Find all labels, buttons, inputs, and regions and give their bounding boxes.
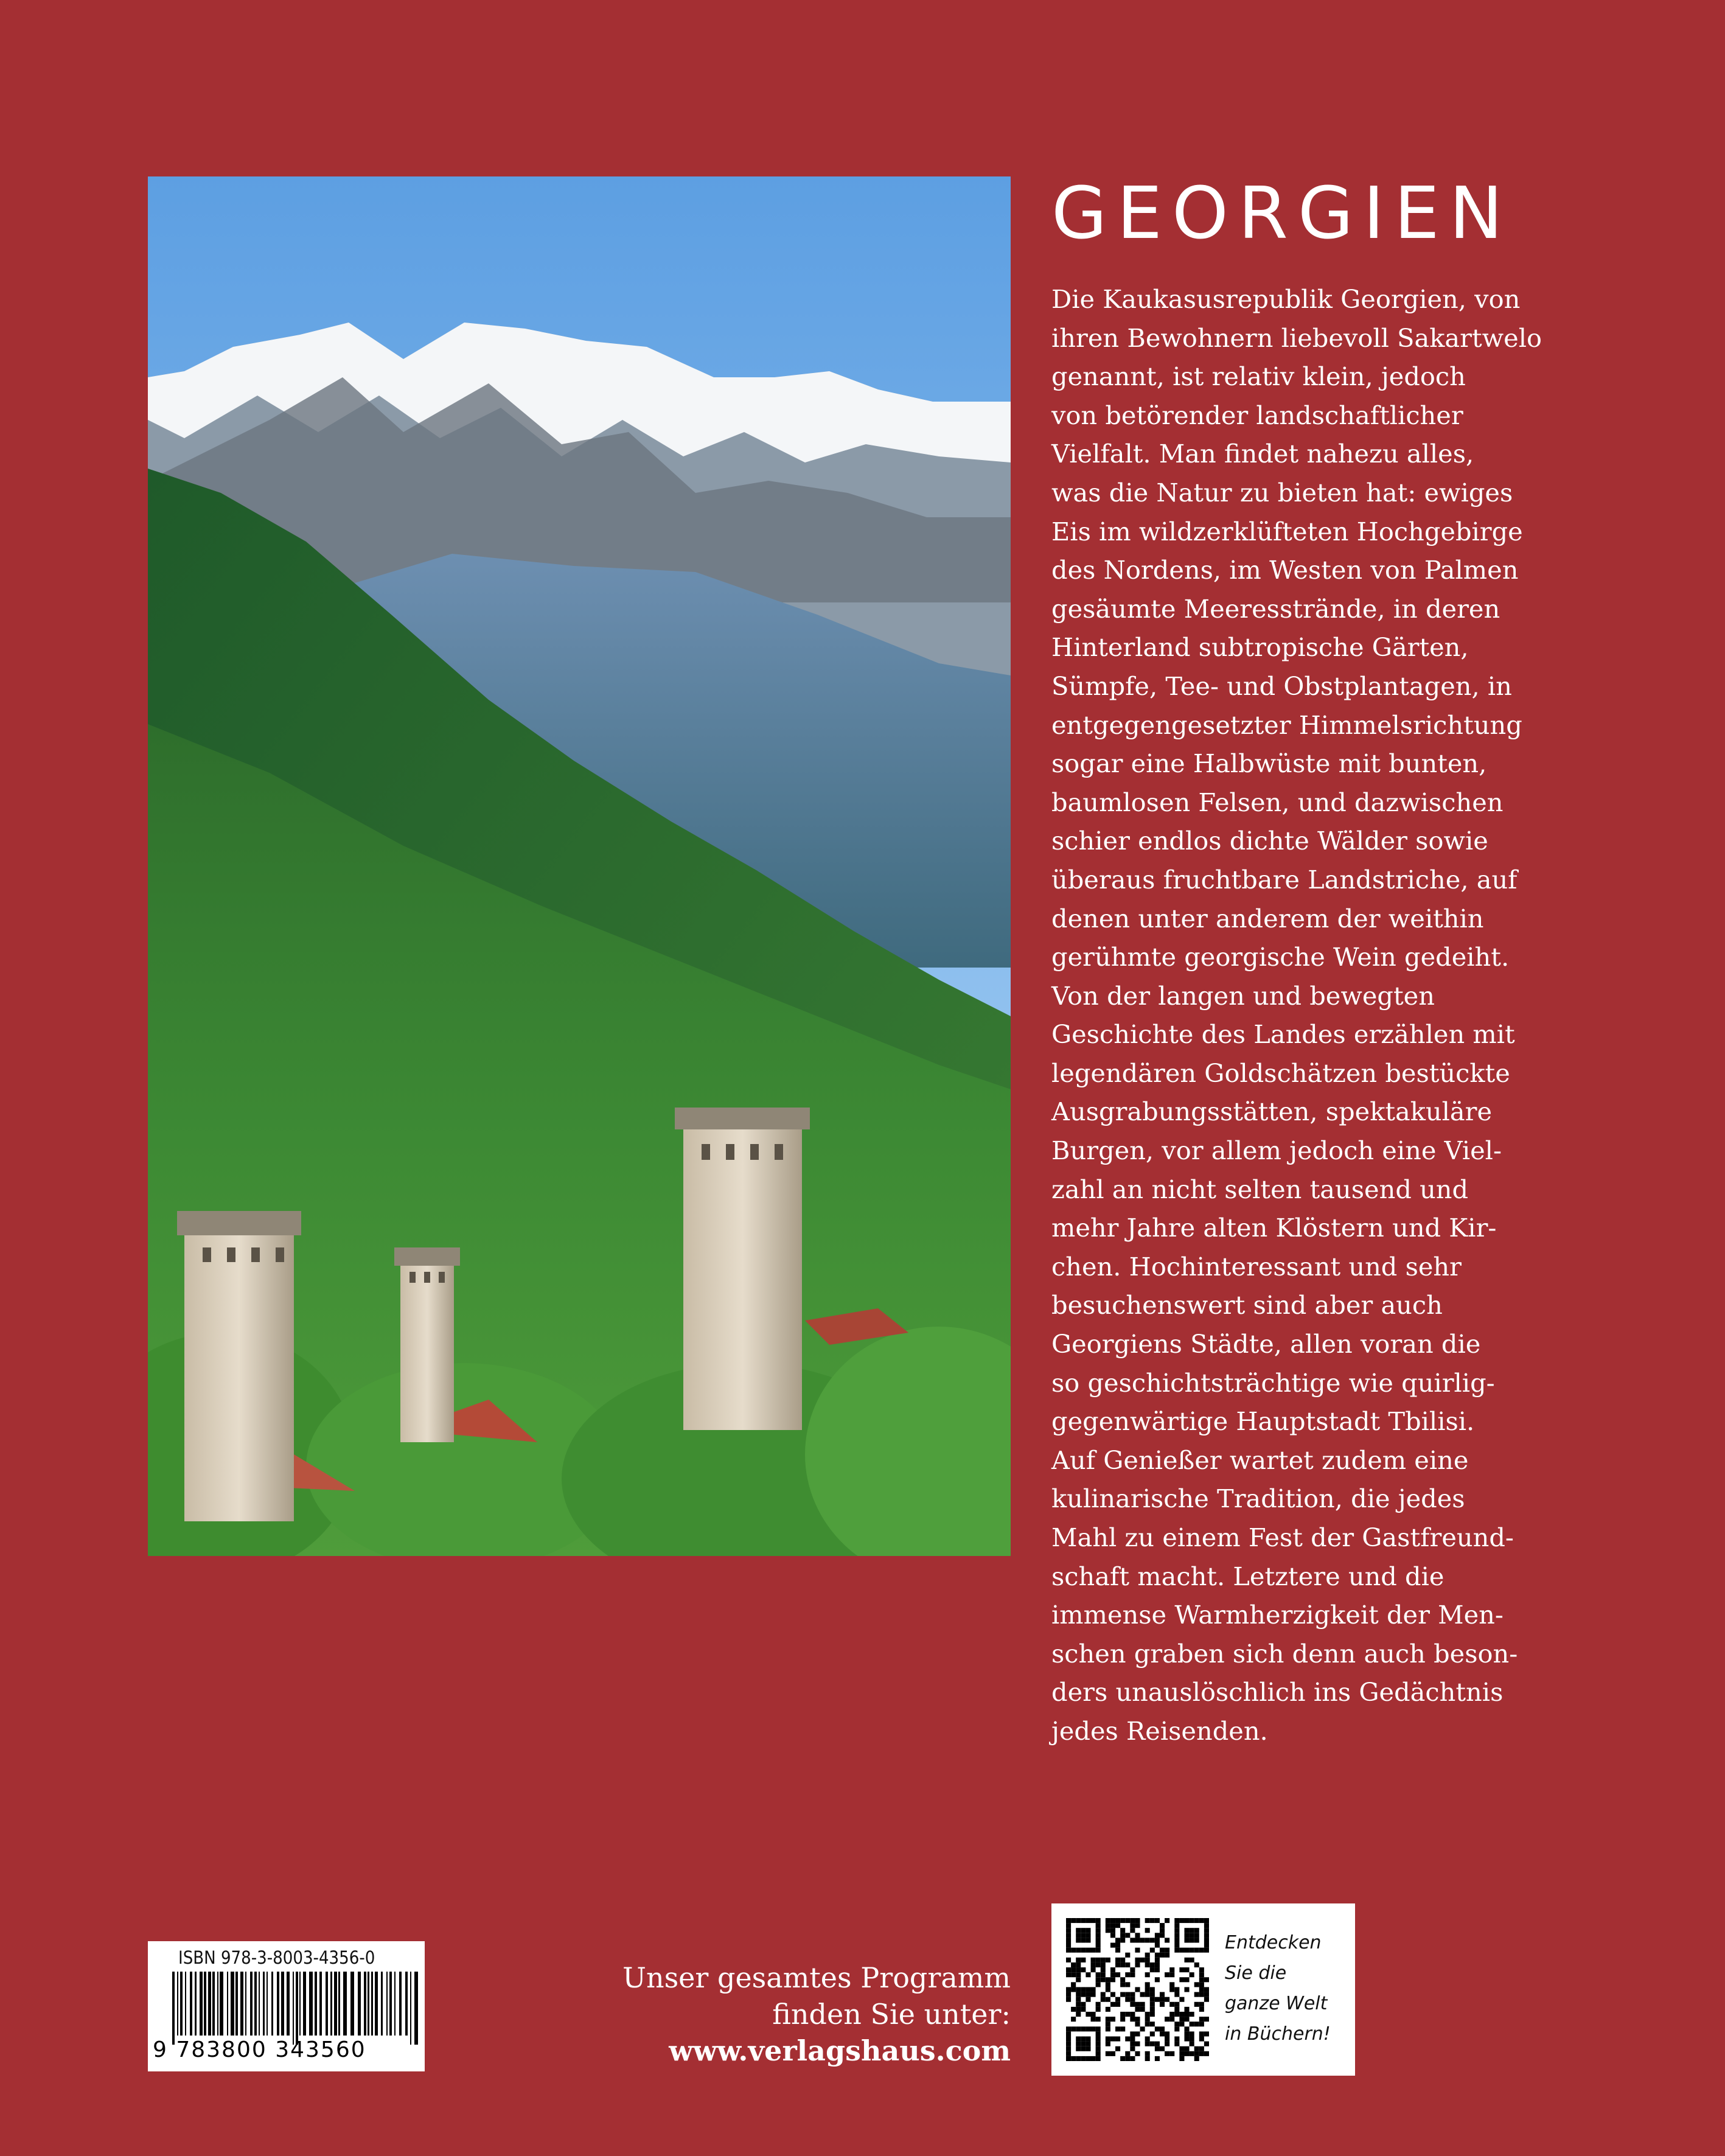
program-line-1: Unser gesamtes Programm (622, 1961, 1011, 1994)
description-line: Georgiens Städte, allen voran die (1051, 1329, 1481, 1359)
description-line: Burgen, vor allem jedoch eine Viel- (1051, 1136, 1502, 1166)
qr-caption-line: in Büchern! (1225, 2023, 1331, 2045)
description-line: entgegengesetzter Himmelsrichtung (1051, 710, 1522, 740)
qr-caption-line: Sie die (1225, 1962, 1287, 1984)
description-line: ihren Bewohnern liebevoll Sakartwelo (1051, 323, 1542, 353)
description-line: zahl an nicht selten tausend und (1051, 1174, 1469, 1204)
description-line: was die Natur zu bieten hat: ewiges (1051, 477, 1513, 508)
program-line-2: finden Sie unter: (772, 1998, 1011, 2031)
description-line: chen. Hochinteressant und sehr (1051, 1251, 1462, 1282)
book-title: GEORGIEN (1051, 171, 1513, 255)
description-line: ders unauslöschlich ins Gedächtnis (1051, 1677, 1504, 1708)
description-line: genannt, ist relativ klein, jedoch (1051, 361, 1466, 392)
description-line: Die Kaukasusrepublik Georgien, von (1051, 284, 1521, 314)
qr-caption-line: ganze Welt (1225, 1993, 1328, 2014)
program-note (622, 1959, 1011, 2069)
description-line: sogar eine Halbwüste mit bunten, (1051, 748, 1487, 779)
description-line: Vielfalt. Man findet nahezu alles, (1051, 439, 1474, 469)
qr-caption (1225, 1928, 1331, 2050)
isbn-barcode (148, 1941, 425, 2071)
barcode-digits: 9 783800 343560 (153, 2037, 366, 2062)
description-line: schier endlos dichte Wälder sowie (1051, 826, 1488, 856)
description-line: Ausgrabungsstätten, spektakuläre (1051, 1097, 1493, 1127)
description-line: Eis im wildzerklüfteten Hochgebirge (1051, 516, 1523, 546)
description-line: Sümpfe, Tee- und Obstplantagen, in (1051, 671, 1512, 701)
description-line: schaft macht. Letztere und die (1051, 1561, 1444, 1591)
description-line: Auf Genießer wartet zudem eine (1051, 1445, 1469, 1475)
description-line: des Nordens, im Westen von Palmen (1051, 555, 1519, 585)
qr-caption-line: Entdecken (1225, 1932, 1322, 1953)
description-line: von betörender landschaftlicher (1051, 400, 1463, 430)
description-line: jedes Reisenden. (1051, 1715, 1268, 1746)
qr-code-panel (1051, 1903, 1355, 2076)
description-line: mehr Jahre alten Klöstern und Kir- (1051, 1213, 1497, 1243)
description-line: besuchenswert sind aber auch (1051, 1290, 1443, 1320)
description-line: gegenwärtige Hauptstadt Tbilisi. (1051, 1406, 1475, 1437)
description-line: Von der langen und bewegten (1051, 980, 1435, 1011)
description-line: Geschichte des Landes erzählen mit (1051, 1019, 1515, 1050)
description-line: so geschichtsträchtige wie quirlig- (1051, 1367, 1495, 1398)
description-line: gerühmte georgische Wein gedeiht. (1051, 942, 1510, 972)
description-line: denen unter anderem der weithin (1051, 903, 1484, 933)
publisher-url-link[interactable]: www.verlagshaus.com (669, 2034, 1011, 2067)
description-line: Mahl zu einem Fest der Gastfreund- (1051, 1523, 1514, 1552)
description-line: legendären Goldschätzen bestückte (1051, 1058, 1510, 1088)
description-text (1051, 280, 1684, 1751)
description-line: Hinterland subtropische Gärten, (1051, 632, 1469, 663)
description-line: kulinarische Tradition, die jedes (1051, 1484, 1465, 1514)
qr-code-icon (1066, 1918, 1209, 2061)
description-line: überaus fruchtbare Landstriche, auf (1051, 864, 1518, 895)
description-line: immense Warmherzigkeit der Men- (1051, 1600, 1504, 1630)
description-line: schen graben sich denn auch beson- (1051, 1638, 1518, 1669)
description-line: baumlosen Felsen, und dazwischen (1051, 787, 1504, 817)
description-line: gesäumte Meeresstrände, in deren (1051, 593, 1500, 624)
cover-photo-svaneti-towers (148, 176, 1011, 1556)
isbn-label: ISBN 978-3-8003-4356-0 (178, 1947, 375, 1968)
